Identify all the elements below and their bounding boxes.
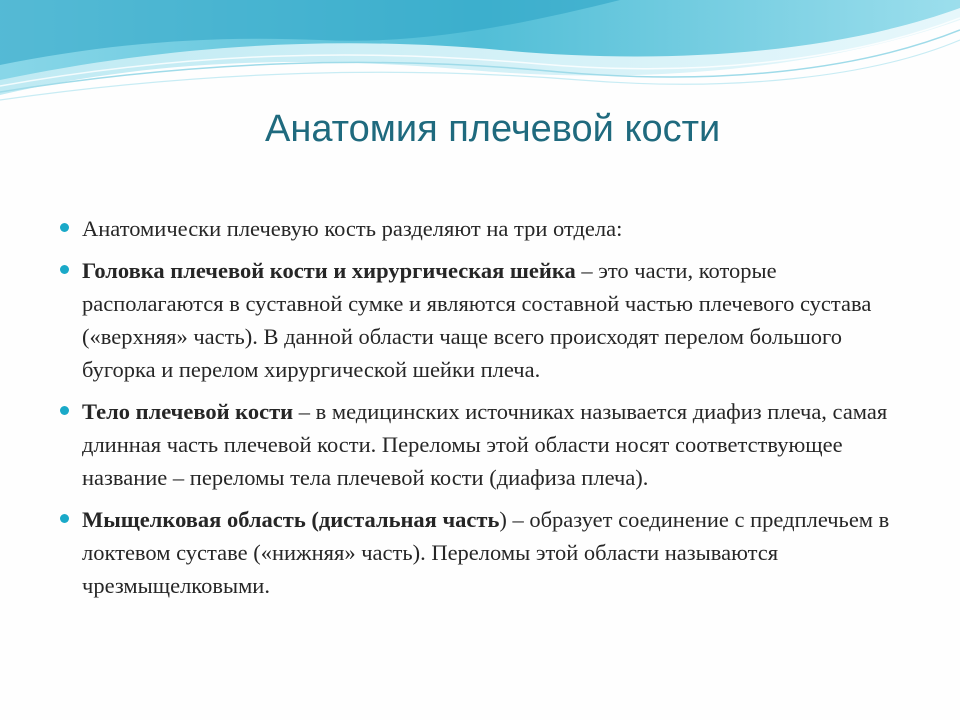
bullet-text: Анатомически плечевую кость разделяют на три отдела:	[82, 216, 623, 241]
bullet-icon	[60, 406, 69, 415]
list-item	[54, 254, 914, 386]
bullet-bold: Головка плечевой кости и хирургическая шейка	[82, 258, 576, 283]
bullet-icon	[60, 265, 69, 274]
slide-title: Анатомия плечевой кости	[265, 108, 721, 150]
bullet-list	[54, 212, 914, 611]
list-item	[54, 395, 914, 494]
bullet-text: – это части, которые располагаются в суставной сумке и являются составной частью плечевого сустава («верхняя» часть). В данной области чаще всего происходят перелом большого бугорка и перелом хирургической шейки плеча.	[82, 258, 872, 382]
bullet-text: – в медицинских источниках называется диафиз плеча, самая длинная часть плечевой кости. Переломы этой области носят соответствующее название – переломы тела плечевой кости (диафиза плеча).	[82, 399, 888, 490]
bullet-bold: Тело плечевой кости	[82, 399, 294, 424]
list-item	[54, 503, 914, 602]
bullet-bold: Мыщелковая область (дистальная часть	[82, 507, 500, 532]
bullet-icon	[60, 223, 69, 232]
bullet-icon	[60, 514, 69, 523]
bullet-text: ) – образует соединение с предплечьем в локтевом суставе («нижняя» часть). Переломы этой области называются чрезмыщелковыми.	[82, 507, 890, 598]
decorative-waves	[0, 0, 960, 120]
list-item	[54, 212, 914, 245]
